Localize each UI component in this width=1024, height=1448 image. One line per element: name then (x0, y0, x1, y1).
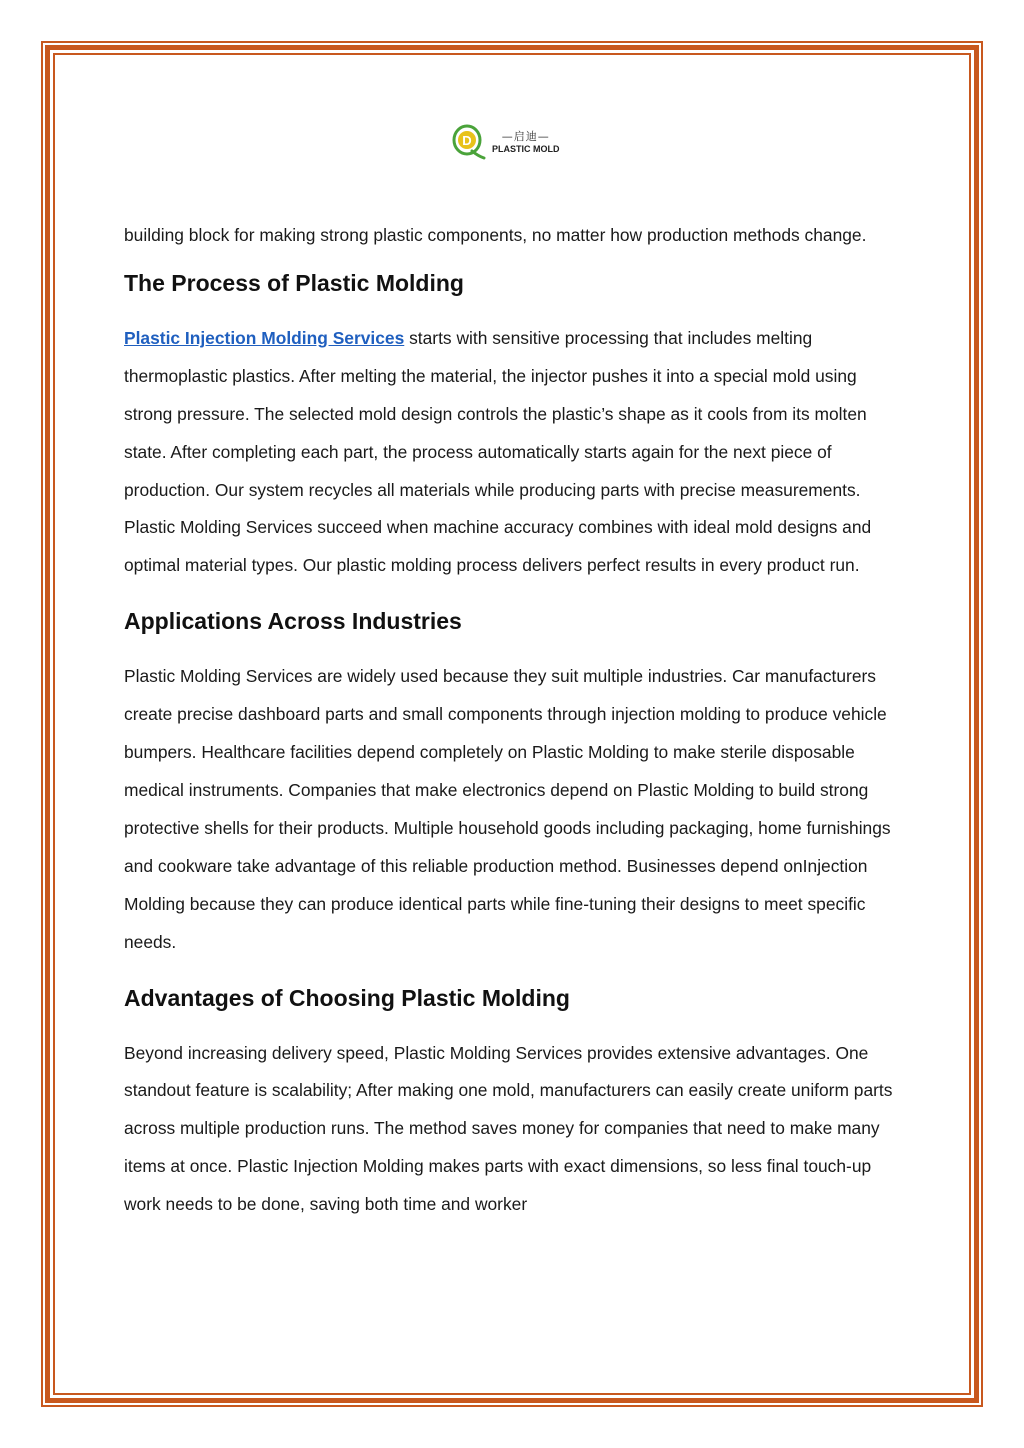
paragraph-process-text: starts with sensitive processing that includes melting thermoplastic plastics. After melting the material, the injector pushes it into a special mold using strong pressure. The selected mold design controls the plastic’s shape as it cools from its molten state. After completing each part, the process automatically starts again for the next piece of production. Our system recycles all materials while producing parts with precise measurements. Plastic Molding Services succeed when machine accuracy combines with ideal mold designs and optimal material types. Our plastic molding process delivers perfect results in every product run. (124, 327, 872, 576)
document-body (124, 217, 904, 1224)
intro-paragraph: building block for making strong plastic components, no matter how production methods change. (124, 225, 867, 245)
heading-process: The Process of Plastic Molding (124, 269, 464, 296)
logo-english-text: PLASTIC MOLD (492, 143, 560, 154)
paragraph-process (124, 320, 904, 585)
logo-letter: D (462, 133, 472, 148)
logo-chinese-text: —启迪— (501, 129, 550, 143)
heading-applications: Applications Across Industries (124, 608, 462, 635)
paragraph-applications: Plastic Molding Services are widely used because they suit multiple industries. Car manufacturers create precise dashboard parts and small components through injection molding to produce vehicle bumpers. Healthcare facilities depend completely on Plastic Molding to make sterile disposable medical instruments. Companies that make electronics depend on Plastic Molding to build strong protective shells for their products. Multiple household goods including packaging, home furnishings and cookware take advantage of this reliable production method. Businesses depend onInjection Molding because they can produce identical parts while fine-tuning their designs to meet specific needs. (124, 666, 891, 952)
company-logo (452, 122, 572, 162)
paragraph-advantages: Beyond increasing delivery speed, Plastic Molding Services provides extensive advantages. One standout feature is scalability; After making one mold, manufacturers can easily create uniform parts across multiple production runs. The method saves money for companies that need to make many items at once. Plastic Injection Molding makes parts with exact dimensions, so less final touch-up work needs to be done, saving both time and worker (124, 1042, 893, 1215)
logo-wordmark (492, 131, 560, 154)
heading-advantages: Advantages of Choosing Plastic Molding (124, 984, 570, 1011)
logo-emblem-icon (452, 124, 486, 160)
plastic-injection-molding-services-link[interactable]: Plastic Injection Molding Services (124, 327, 405, 348)
